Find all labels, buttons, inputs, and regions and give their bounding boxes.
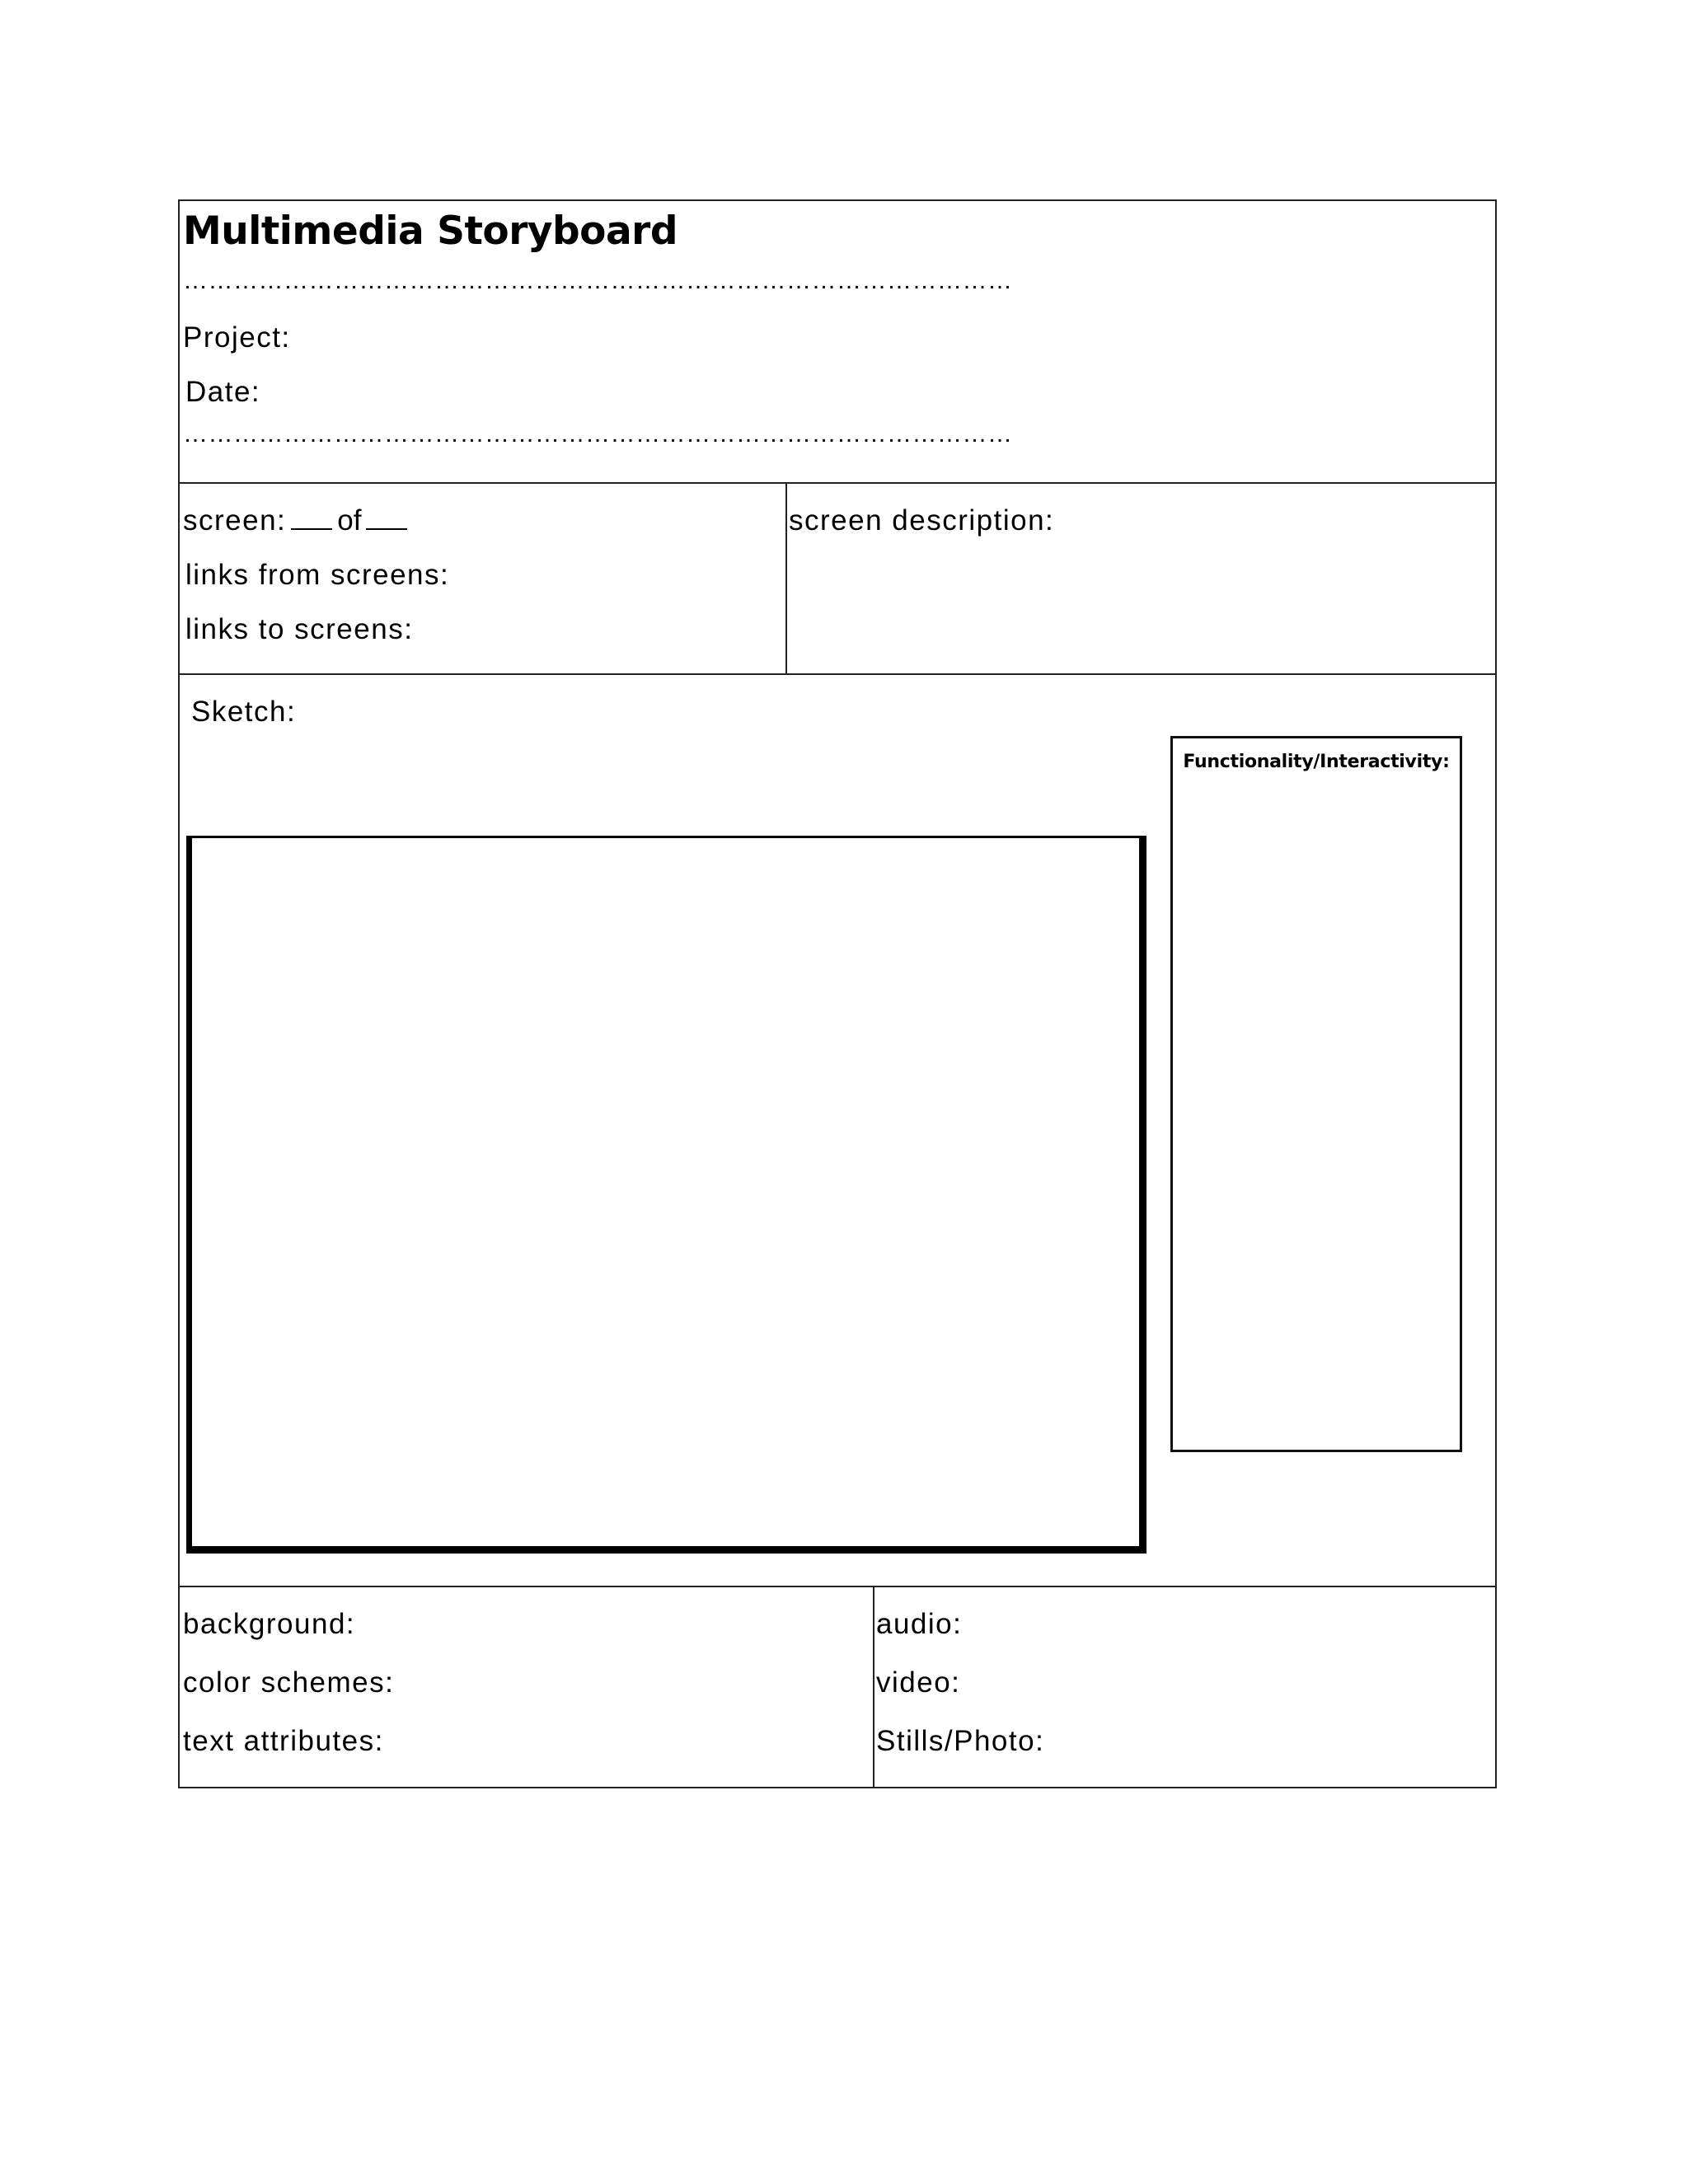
screen-number-blank bbox=[291, 527, 332, 530]
background-label: background: bbox=[183, 1608, 356, 1640]
storyboard-form bbox=[178, 199, 1497, 1788]
divider-media bbox=[873, 1586, 874, 1788]
audio-label: audio: bbox=[876, 1608, 963, 1640]
dotted-separator-bottom: ……………………………………………………………………………………… bbox=[183, 420, 1013, 448]
screen-description-label: screen description: bbox=[789, 504, 1055, 537]
functionality-label: Functionality/Interactivity: bbox=[1183, 752, 1450, 772]
text-attributes-label: text attributes: bbox=[183, 1725, 384, 1757]
sketch-label: Sketch: bbox=[191, 696, 297, 728]
screen-total-blank bbox=[366, 527, 407, 530]
color-schemes-label: color schemes: bbox=[183, 1666, 395, 1699]
date-label: Date: bbox=[185, 376, 261, 408]
page-title: Multimedia Storyboard bbox=[183, 209, 678, 254]
screen-label: screen: bbox=[183, 504, 287, 537]
sketch-area bbox=[186, 836, 1146, 1554]
video-label: video: bbox=[876, 1666, 961, 1699]
functionality-box bbox=[1170, 736, 1462, 1452]
divider-sketch-bottom bbox=[180, 1586, 1495, 1587]
stills-photo-label: Stills/Photo: bbox=[876, 1725, 1045, 1757]
project-label: Project: bbox=[183, 321, 291, 354]
divider-screen-info bbox=[785, 482, 787, 673]
dotted-separator-top: ……………………………………………………………………………………… bbox=[183, 267, 1013, 294]
links-from-label: links from screens: bbox=[185, 559, 450, 591]
links-to-label: links to screens: bbox=[185, 613, 414, 645]
divider-header bbox=[180, 482, 1495, 484]
screen-counter bbox=[183, 506, 412, 535]
divider-screen-info-bottom bbox=[180, 673, 1495, 675]
of-label: of bbox=[337, 504, 362, 537]
